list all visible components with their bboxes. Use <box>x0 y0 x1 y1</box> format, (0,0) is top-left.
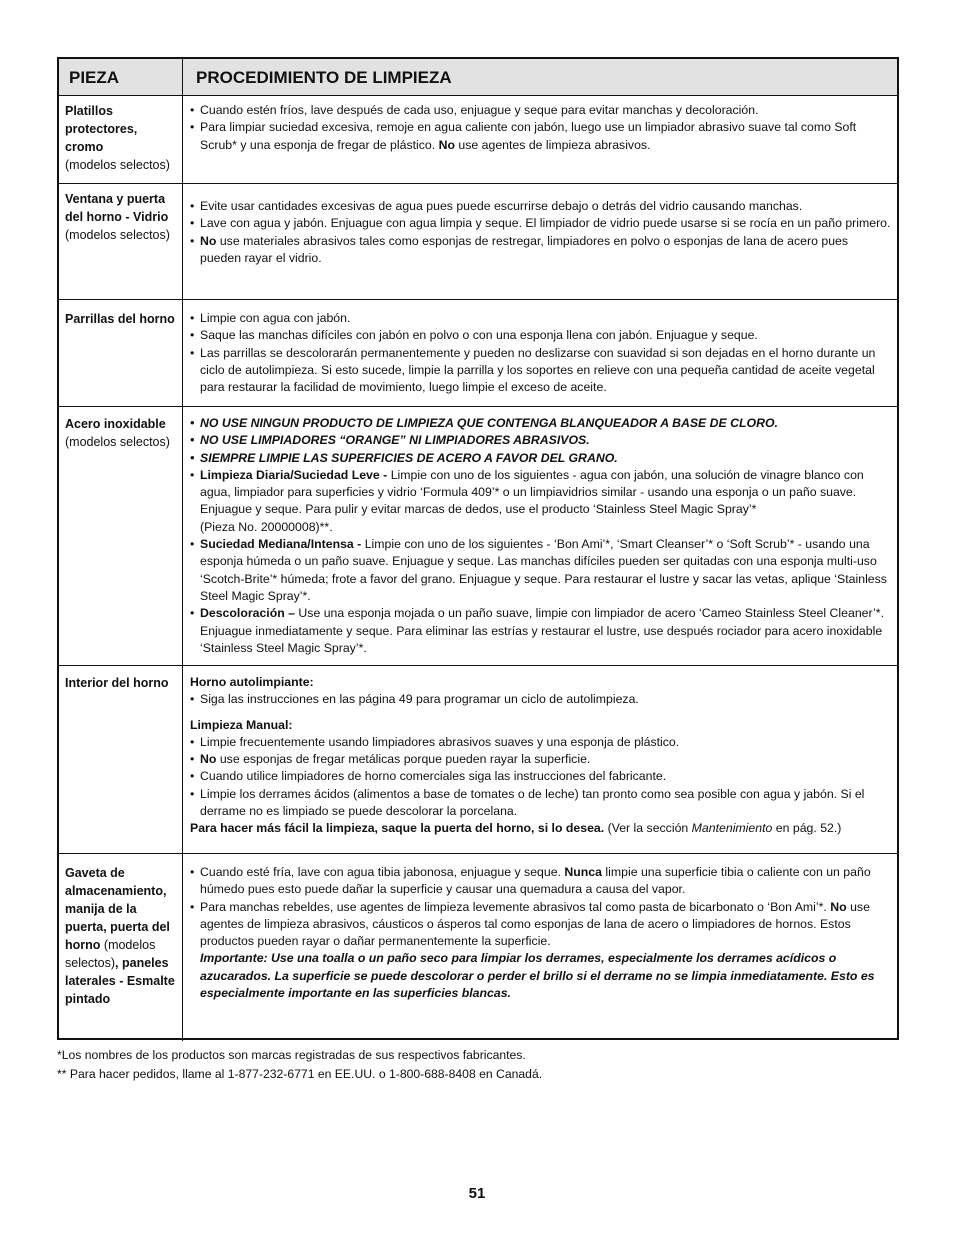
tip-text: Para hacer más fácil la limpieza, saque la puerta del horno, si lo desea. (Ver la sección Mantenimiento en pág. 52.) <box>190 821 842 836</box>
footnote: *Los nombres de los productos son marcas registradas de sus respectivos fabricantes. <box>57 1048 526 1062</box>
footnote: ** Para hacer pedidos, llame al 1-877-232-6771 en EE.UU. o 1-800-688-8408 en Canadá. <box>57 1067 543 1081</box>
list-item: • No use esponjas de fregar metálicas porque pueden rayar la superficie. <box>190 751 891 768</box>
procedure-cell <box>183 96 897 183</box>
list-item: • Limpieza Diaria/Suciedad Leve - Limpie con uno de los siguientes - agua con jabón, una solución de vinagre blanco con agua, limpiador para superficies y vidrio ‘Formula 409’* o un limpiavidrios similar - usando una esponja o un paño suave. Enjuague y seque. Para pulir y evitar marcas de dedos, use el producto ‘Stainless Steel Magic Spray’* (Pieza No. 20000008)**. <box>190 467 891 536</box>
procedure-cell <box>183 666 897 853</box>
procedure-cell <box>183 854 897 1041</box>
cleaning-table <box>57 57 899 1040</box>
list-item: • Siga las instrucciones en las página 49 para programar un ciclo de autolimpieza. <box>190 691 891 708</box>
list-item: • Las parrillas se descolorarán permanentemente y pueden no deslizarse con suavidad si son dejadas en el horno durante un ciclo de autolimpieza. Si esto sucede, limpie la parrilla y los soportes en relieve con una pequeña cantidad de aceite vegetal para restaurar la facilidad de movimiento, luego limpie el exceso de aceite. <box>190 345 891 397</box>
table-row <box>59 407 897 666</box>
list-item: • Para manchas rebeldes, use agentes de limpieza levemente abrasivos tal como pasta de bicarbonato o ‘Bon Ami’*. No use agentes de limpieza abrasivos, cáusticos o ásperos tal como esponjas de lana de acero o limpiadores de hornos. Estos productos pueden rayar o dañar permanentemente la superficie. Importante: Use una toalla o un paño seco para limpiar los derrames, especialmente los derrames acídicos o azucarados. La superficie se puede descolorar o perder el brillo si el derrame no se limpia inmediatamente. Esto es especialmente importante en las superficies blancas. <box>190 899 891 1003</box>
list-item: • Lave con agua y jabón. Enjuague con agua limpia y seque. El limpiador de vidrio puede usarse si se rocía en un paño primero. <box>190 215 891 232</box>
table-header <box>59 59 897 96</box>
procedure-cell <box>183 184 897 299</box>
part-note: (modelos selectos) <box>65 435 170 449</box>
part-name: Platillos protectores, cromo <box>65 104 138 154</box>
part-cell <box>59 96 183 183</box>
header-part: PIEZA <box>59 59 183 95</box>
part-name: Ventana y puerta del horno - Vidrio <box>65 192 169 224</box>
list-item: • Evite usar cantidades excesivas de agua pues puede escurrirse debajo o detrás del vidrio causando manchas. <box>190 198 891 215</box>
table-row <box>59 300 897 407</box>
list-item: • Cuando utilice limpiadores de horno comerciales siga las instrucciones del fabricante. <box>190 768 891 785</box>
table-row <box>59 96 897 184</box>
procedure-cell <box>183 407 897 665</box>
table-row <box>59 184 897 300</box>
list-item: • Saque las manchas difíciles con jabón en polvo o con una esponja llena con jabón. Enjuague y seque. <box>190 327 891 344</box>
list-item: • Limpie frecuentemente usando limpiadores abrasivos suaves y una esponja de plástico. <box>190 734 891 751</box>
list-item: • Cuando estén fríos, lave después de cada uso, enjuague y seque para evitar manchas y decoloración. <box>190 102 891 119</box>
part-cell: Gaveta de almacenamiento, manija de la puerta, puerta del horno (modelos selectos), paneles laterales - Esmalte pintado <box>59 854 183 1041</box>
part-name: Interior del horno <box>65 676 169 690</box>
subheading: Limpieza Manual: <box>190 717 293 732</box>
list-item: • Limpie los derrames ácidos (alimentos a base de tomates o de leche) tan pronto como sea posible con agua y jabón. Si el derrame no es limpiado se puede descolorar la porcelana. <box>190 786 891 821</box>
part-name: paneles laterales - Esmalte pintado <box>65 956 175 1006</box>
list-item: • No use materiales abrasivos tales como esponjas de restregar, limpiadores en polvo o esponjas de lana de acero pues pueden rayar el vidrio. <box>190 233 891 268</box>
list-item: • Suciedad Mediana/Intensa - Limpie con uno de los siguientes - ‘Bon Ami’*, ‘Smart Cleanser’* o ‘Soft Scrub’* - usando una esponja húmeda o un paño suave. Enjuague y seque. Las manchas difíciles pueden ser quitadas con una esponja multi-uso ‘Scotch-Brite’* húmeda; frote a favor del grano. Enjuague y seque. Para restaurar el lustre y sacar las vetas, aplique ‘Stainless Steel Magic Spray’*. <box>190 536 891 605</box>
part-cell <box>59 184 183 299</box>
header-procedure: PROCEDIMIENTO DE LIMPIEZA <box>196 68 452 87</box>
list-item: • Limpie con agua con jabón. <box>190 310 891 327</box>
part-cell <box>59 407 183 665</box>
list-item: • Para limpiar suciedad excesiva, remoje en agua caliente con jabón, luego use un limpiador abrasivo suave tal como Soft Scrub* y una esponja de fregar de plástico. No use agentes de limpieza abrasivos. <box>190 119 891 154</box>
part-name: Parrillas del horno <box>65 312 175 326</box>
table-row <box>59 666 897 854</box>
part-cell <box>59 666 183 853</box>
warning-item: • SIEMPRE LIMPIE LAS SUPERFICIES DE ACERO A FAVOR DEL GRANO. <box>190 450 891 467</box>
part-name: Gaveta de almacenamiento, manija de la puerta, puerta del horno <box>65 866 170 952</box>
part-name: Acero inoxidable <box>65 417 166 431</box>
warning-item: • NO USE LIMPIADORES “ORANGE” NI LIMPIADORES ABRASIVOS. <box>190 432 891 449</box>
part-note: (modelos selectos) <box>65 938 156 970</box>
subheading: Horno autolimpiante: <box>190 675 314 689</box>
page-number: 51 <box>468 1185 486 1202</box>
part-note: (modelos selectos) <box>65 228 170 242</box>
list-item: • Cuando esté fría, lave con agua tibia jabonosa, enjuague y seque. Nunca limpie una superficie tibia o caliente con un paño húmedo pues esto puede dañar la superficie y causar una quemadura a causa del vapor. <box>190 864 891 899</box>
warning-item: • NO USE NINGUN PRODUCTO DE LIMPIEZA QUE CONTENGA BLANQUEADOR A BASE DE CLORO. <box>190 415 891 432</box>
part-note: (modelos selectos) <box>65 158 170 172</box>
list-item: • Descoloración – Use una esponja mojada o un paño suave, limpie con limpiador de acero ‘Cameo Stainless Steel Cleaner’*. Enjuague inmediatamente y seque. Para eliminar las estrías y restaurar el lustre, use después rociador para acero inoxidable ‘Stainless Steel Magic Spray’*. <box>190 605 891 657</box>
table-row <box>59 854 897 1041</box>
procedure-cell <box>183 300 897 406</box>
part-cell <box>59 300 183 406</box>
